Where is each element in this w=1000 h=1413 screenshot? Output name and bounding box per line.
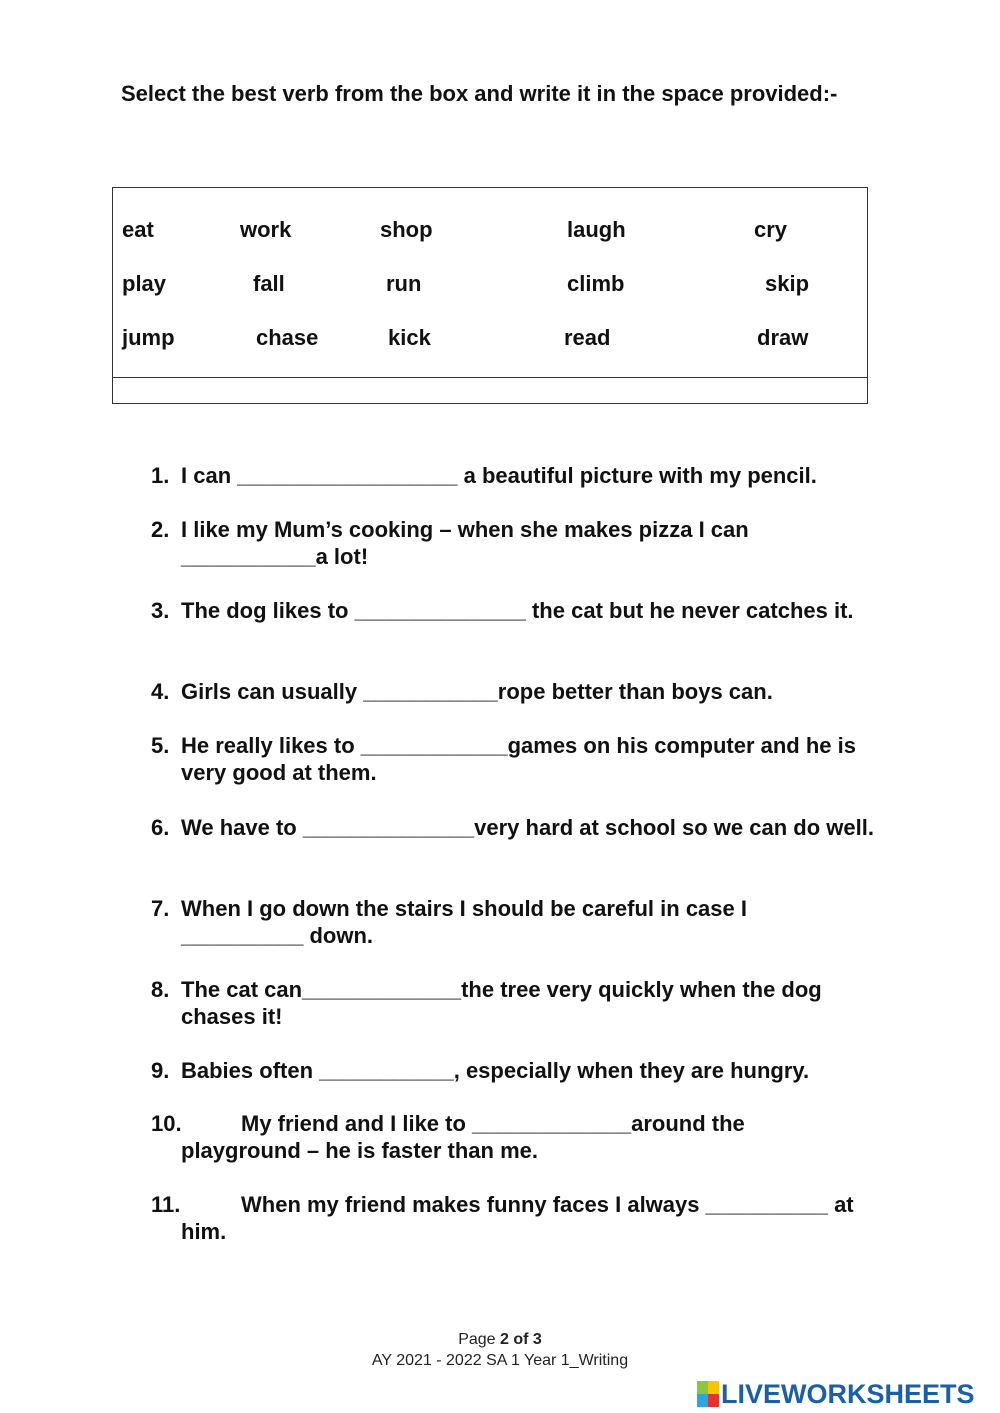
question-number: 3. <box>151 598 170 623</box>
verb-word: skip <box>765 271 810 296</box>
question-text: I like my Mum’s cooking – when she makes pizza I can ___________a lot! <box>181 517 749 569</box>
liveworksheets-logo <box>697 1378 975 1410</box>
verb-word: read <box>564 325 611 350</box>
page-footer <box>0 1329 1000 1371</box>
question-text: Girls can usually ___________rope better than boys can. <box>181 679 773 704</box>
question-number: 1. <box>151 463 170 488</box>
logo-icon <box>697 1381 719 1407</box>
instruction-text: Select the best verb from the box and write it in the space provided:- <box>121 81 838 106</box>
page-current: 2 <box>500 1331 509 1348</box>
logo-block-red <box>708 1394 719 1407</box>
question-text: When I go down the stairs I should be careful in case I __________ down. <box>181 896 747 948</box>
verb-word: shop <box>380 217 433 242</box>
verb-word: chase <box>256 325 319 350</box>
verb-word: play <box>122 271 167 296</box>
verb-word: climb <box>567 271 625 296</box>
question-number: 4. <box>151 679 170 704</box>
verb-word: fall <box>253 271 285 296</box>
document-title: AY 2021 - 2022 SA 1 Year 1_Writing <box>371 1352 629 1369</box>
logo-text: LIVEWORKSHEETS <box>721 1378 975 1409</box>
question-number: 11. <box>151 1192 181 1217</box>
page-prefix: Page <box>458 1331 500 1348</box>
logo-block-green <box>697 1381 708 1394</box>
page-total: 3 <box>532 1331 542 1348</box>
question-number: 6. <box>151 815 170 840</box>
question-number: 8. <box>151 977 170 1002</box>
box-divider <box>113 377 867 378</box>
question-text: The cat can_____________the tree very quickly when the dog chases it! <box>181 977 822 1029</box>
question-number: 7. <box>151 896 170 921</box>
question-number: 10. <box>151 1111 182 1136</box>
page-number <box>0 1329 1000 1350</box>
question-text: I can __________________ a beautiful picture with my pencil. <box>181 463 817 488</box>
page-of: of <box>508 1331 533 1348</box>
question-text: The dog likes to ______________ the cat but he never catches it. <box>181 598 854 623</box>
verb-word: laugh <box>567 217 626 242</box>
logo-block-lightblue <box>697 1394 708 1407</box>
verb-word: jump <box>122 325 175 350</box>
question-text: When my friend makes funny faces I always __________ at him. <box>181 1192 854 1244</box>
question-number: 9. <box>151 1058 170 1083</box>
verb-box <box>112 187 868 404</box>
verb-word: draw <box>757 325 809 350</box>
verb-word: work <box>240 217 292 242</box>
question-number: 5. <box>151 733 170 758</box>
question-text: He really likes to ____________games on his computer and he is very good at them. <box>181 733 856 785</box>
verb-word: kick <box>388 325 431 350</box>
question-text: My friend and I like to _____________around the playground – he is faster than me. <box>181 1111 745 1163</box>
question-text: We have to ______________very hard at school so we can do well. <box>181 815 874 840</box>
verb-word: run <box>386 271 422 296</box>
question-number: 2. <box>151 517 170 542</box>
question-text: Babies often ___________, especially when they are hungry. <box>181 1058 810 1083</box>
verb-word: eat <box>122 217 154 242</box>
logo-block-yellow <box>708 1381 719 1394</box>
verb-word: cry <box>754 217 788 242</box>
